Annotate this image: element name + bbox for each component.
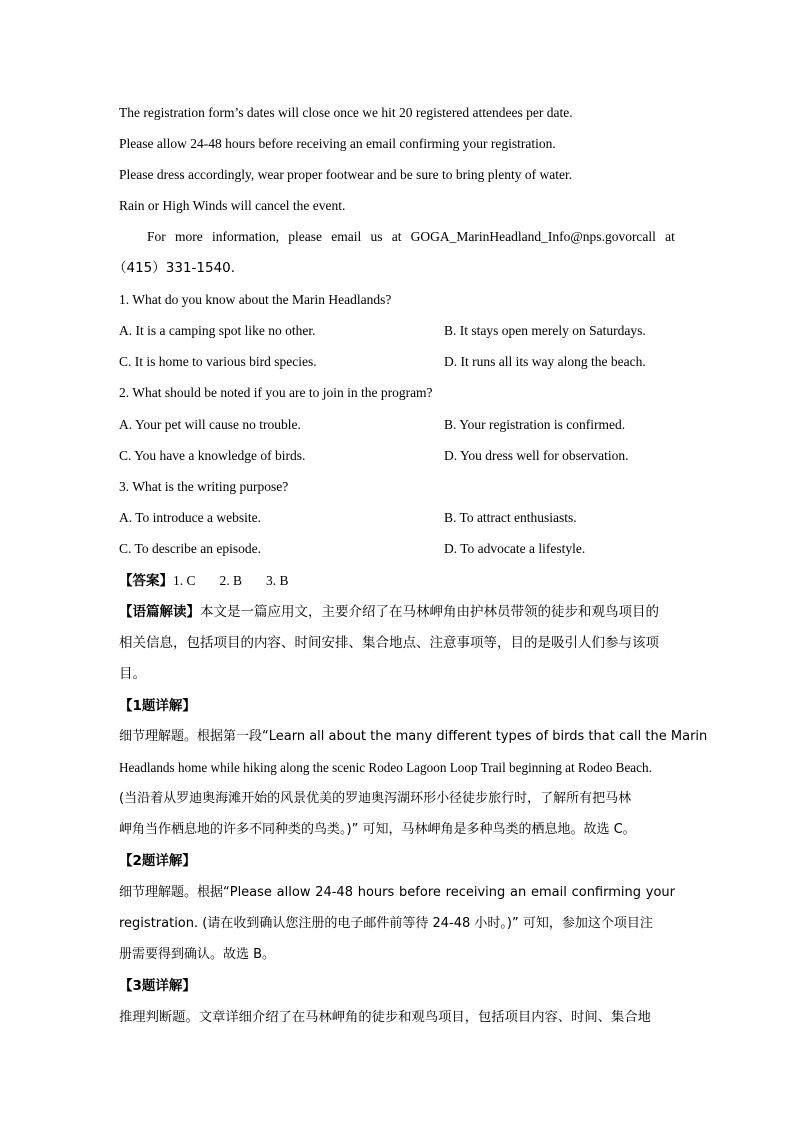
detail3-label: 【3题详解】 [119, 978, 196, 994]
option-3b: B. To attract enthusiasts. [444, 510, 577, 525]
detail2-word: before [399, 885, 441, 900]
detail1-line-4: 岬角当作栖息地的许多不同种类的鸟类。)” 可知，马林岬角是多种鸟类的栖息地。故选 C。 [119, 822, 636, 837]
option-3c: C. To describe an episode. [119, 541, 262, 556]
detail2-word: 24-48 [315, 885, 353, 900]
info-word: For [147, 229, 166, 244]
answer-label: 【答案】 [119, 573, 173, 589]
info-word: us [370, 229, 383, 244]
detail2-line-1 [119, 884, 675, 902]
option-1c: C. It is home to various bird species. [119, 354, 317, 369]
option-3d: D. To advocate a lifestyle. [444, 541, 586, 556]
option-2a: A. Your pet will cause no trouble. [119, 417, 301, 432]
notice-line-registration-close: The registration form’s dates will close once we hit 20 registered attendees per date. [119, 105, 573, 120]
answer-item: 3. B [266, 573, 289, 588]
answer-item: 1. C [173, 573, 196, 588]
detail2-word: receiving [445, 885, 506, 900]
detail2-word: 细节理解题。根据“Please [119, 885, 272, 900]
detail2-word: hours [357, 885, 395, 900]
detail2-line-3: 册需要得到确认。故选 B。 [119, 947, 276, 962]
detail2-word: confirming [571, 885, 642, 900]
info-word: at [665, 229, 675, 244]
option-2d: D. You dress well for observation. [444, 448, 629, 463]
option-1b: B. It stays open merely on Saturdays. [444, 323, 646, 338]
option-1a: A. It is a camping spot like no other. [119, 323, 316, 338]
detail1-line-3: (当沿着从罗迪奥海滩开始的风景优美的罗迪奥泻湖环形小径徒步旅行时，了解所有把马林 [119, 791, 632, 806]
analysis-line-3: 目。 [119, 666, 146, 682]
answer-line [119, 572, 313, 590]
detail2-word: your [645, 885, 675, 900]
info-word: more [174, 229, 203, 244]
info-email: GOGA_MarinHeadland_Info@nps.govorcall [410, 229, 656, 244]
detail2-line-2: registration. (请在收到确认您注册的电子邮件前等待 24-48 小时。)” 可知，参加这个项目注 [119, 916, 653, 931]
analysis-text: 本文是一篇应用文，主要介绍了在马林岬角由护林员带领的徒步和观鸟项目的 [200, 604, 659, 620]
detail2-word: email [530, 885, 567, 900]
option-1d: D. It runs all its way along the beach. [444, 354, 646, 369]
detail1-line-1: 细节理解题。根据第一段“Learn all about the many different types of birds that call the Marin [119, 729, 708, 744]
notice-phone: （415）331-1540. [113, 260, 236, 276]
analysis-line-2: 相关信息，包括项目的内容、时间安排、集合地点、注意事项等，目的是吸引人们参与该项 [119, 635, 659, 651]
detail2-label: 【2题详解】 [119, 853, 196, 869]
info-word: email [331, 229, 362, 244]
option-2c: C. You have a knowledge of birds. [119, 448, 306, 463]
detail2-word: allow [276, 885, 311, 900]
detail2-word: an [510, 885, 527, 900]
analysis-label: 【语篇解读】 [119, 604, 200, 620]
info-word: please [288, 229, 323, 244]
notice-line-dress: Please dress accordingly, wear proper footwear and be sure to bring plenty of water. [119, 167, 573, 182]
option-2b: B. Your registration is confirmed. [444, 417, 626, 432]
question-stem-1: 1. What do you know about the Marin Headlands? [119, 292, 392, 307]
notice-info-line [147, 228, 675, 246]
question-stem-2: 2. What should be noted if you are to join in the program? [119, 385, 433, 400]
notice-line-email-confirmation: Please allow 24-48 hours before receiving an email confirming your registration. [119, 136, 556, 151]
detail1-line-2: Headlands home while hiking along the scenic Rodeo Lagoon Loop Trail beginning at Rodeo Beach. [119, 760, 652, 775]
info-word: at [391, 229, 402, 244]
question-stem-3: 3. What is the writing purpose? [119, 479, 289, 494]
info-word: information, [211, 229, 280, 244]
analysis-line-1 [119, 603, 659, 621]
option-3a: A. To introduce a website. [119, 510, 262, 525]
answer-item: 2. B [219, 573, 243, 588]
detail1-label: 【1题详解】 [119, 698, 196, 714]
notice-line-weather: Rain or High Winds will cancel the event. [119, 198, 346, 213]
detail3-line-1: 推理判断题。文章详细介绍了在马林岬角的徒步和观鸟项目，包括项目内容、时间、集合地 [119, 1010, 651, 1025]
